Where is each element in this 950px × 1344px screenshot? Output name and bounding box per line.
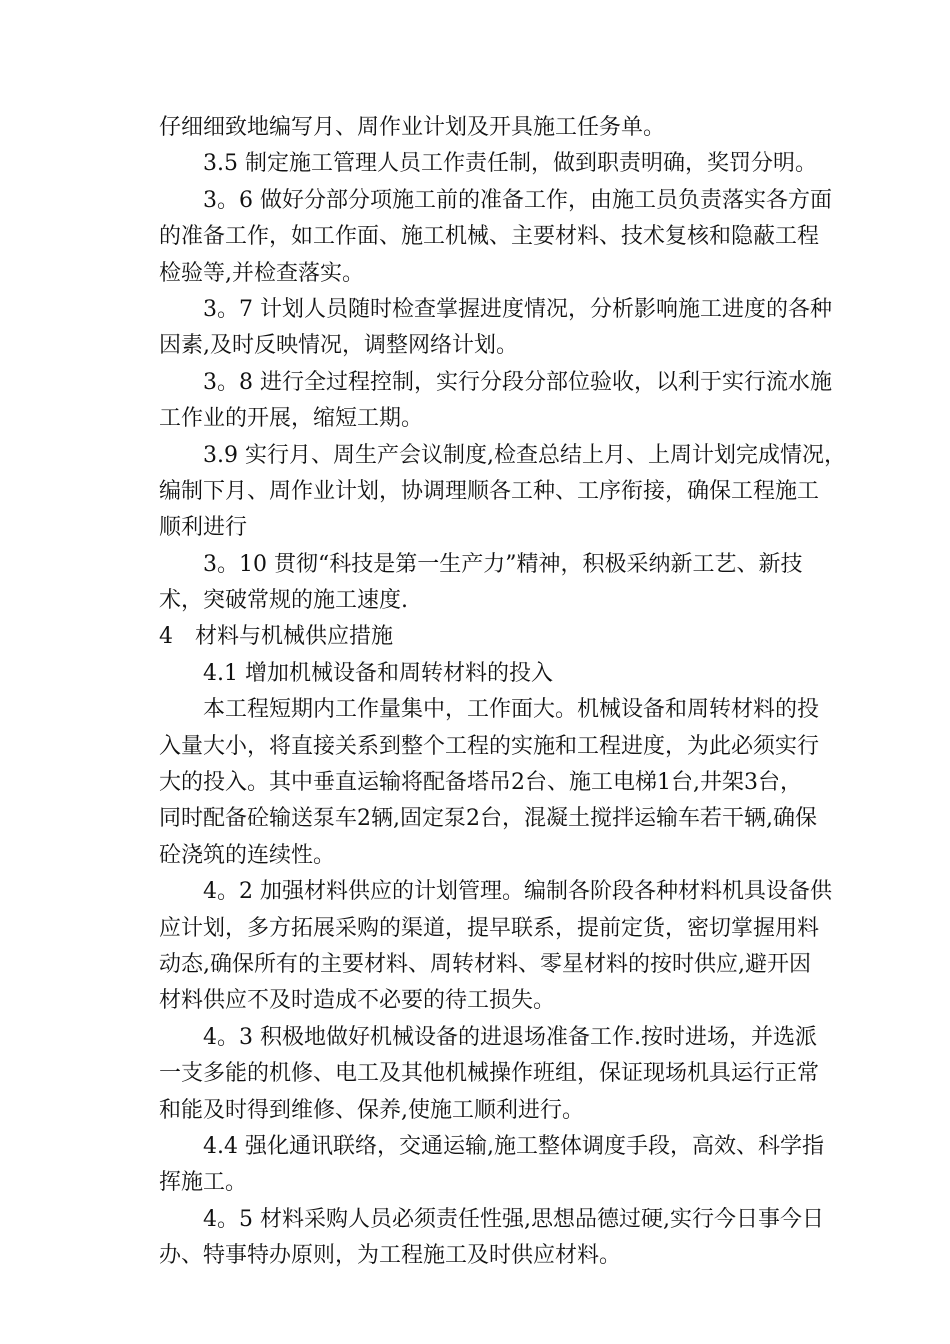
text-line: 4。2 加强材料供应的计划管理。编制各阶段各种材料机具设备供 xyxy=(203,879,832,905)
text-line: 应计划，多方拓展采购的渠道，提早联系，提前定货，密切掌握用料 xyxy=(159,915,820,941)
document-body xyxy=(159,110,859,1275)
text-line: 砼浇筑的连续性。 xyxy=(159,842,336,868)
text-line: 4 材料与机械供应措施 xyxy=(159,624,393,650)
text-line: 3。10 贯彻“科技是第一生产力”精神，积极采纳新工艺、新技 xyxy=(203,551,803,577)
text-line: 材料供应不及时造成不必要的待工损失。 xyxy=(159,988,556,1014)
text-line: 4。3 积极地做好机械设备的进退场准备工作.按时进场，并选派 xyxy=(203,1024,817,1050)
text-line: 3。6 做好分部分项施工前的准备工作，由施工员负责落实各方面 xyxy=(203,187,832,213)
text-line: 同时配备砼输送泵车2辆,固定泵2台，混凝土搅拌运输车若干辆,确保 xyxy=(159,806,817,832)
text-line: 因素,及时反映情况，调整网络计划。 xyxy=(159,333,518,359)
text-line: 动态,确保所有的主要材料、周转材料、零星材料的按时供应,避开因 xyxy=(159,951,811,977)
text-line: 入量大小，将直接关系到整个工程的实施和工程进度，为此必须实行 xyxy=(159,733,820,759)
text-line: 4。5 材料采购人员必须责任性强,思想品德过硬,实行今日事今日 xyxy=(203,1206,824,1232)
text-line: 编制下月、周作业计划，协调理顺各工种、工序衔接，确保工程施工 xyxy=(159,478,820,504)
text-line: 挥施工。 xyxy=(159,1170,248,1196)
text-line: 的准备工作，如工作面、施工机械、主要材料、技术复核和隐蔽工程 xyxy=(159,224,820,250)
text-line: 3.9 实行月、周生产会议制度,检查总结上月、上周计划完成情况， xyxy=(203,442,846,468)
text-line: 办、特事特办原则，为工程施工及时供应材料。 xyxy=(159,1243,622,1269)
text-line: 一支多能的机修、电工及其他机械操作班组，保证现场机具运行正常 xyxy=(159,1061,820,1087)
text-line: 3。7 计划人员随时检查掌握进度情况，分析影响施工进度的各种 xyxy=(203,296,832,322)
text-line: 和能及时得到维修、保养,使施工顺利进行。 xyxy=(159,1097,584,1123)
text-line: 检验等,并检查落实。 xyxy=(159,260,364,286)
text-line: 顺利进行 xyxy=(159,515,248,541)
text-line: 3.5 制定施工管理人员工作责任制，做到职责明确，奖罚分明。 xyxy=(203,151,817,177)
text-line: 本工程短期内工作量集中，工作面大。机械设备和周转材料的投 xyxy=(203,697,820,723)
text-line: 工作业的开展，缩短工期。 xyxy=(159,406,424,432)
text-line: 大的投入。其中垂直运输将配备塔吊2台、施工电梯1台,井架3台， xyxy=(159,770,802,796)
text-line: 4.4 强化通讯联络，交通运输,施工整体调度手段，高效、科学指 xyxy=(203,1133,824,1159)
text-line: 4.1 增加机械设备和周转材料的投入 xyxy=(203,660,553,686)
text-line: 术，突破常规的施工速度. xyxy=(159,588,408,614)
text-line: 仔细细致地编写月、周作业计划及开具施工任务单。 xyxy=(159,115,666,140)
text-line: 3。8 进行全过程控制，实行分段分部位验收，以利于实行流水施 xyxy=(203,369,832,395)
